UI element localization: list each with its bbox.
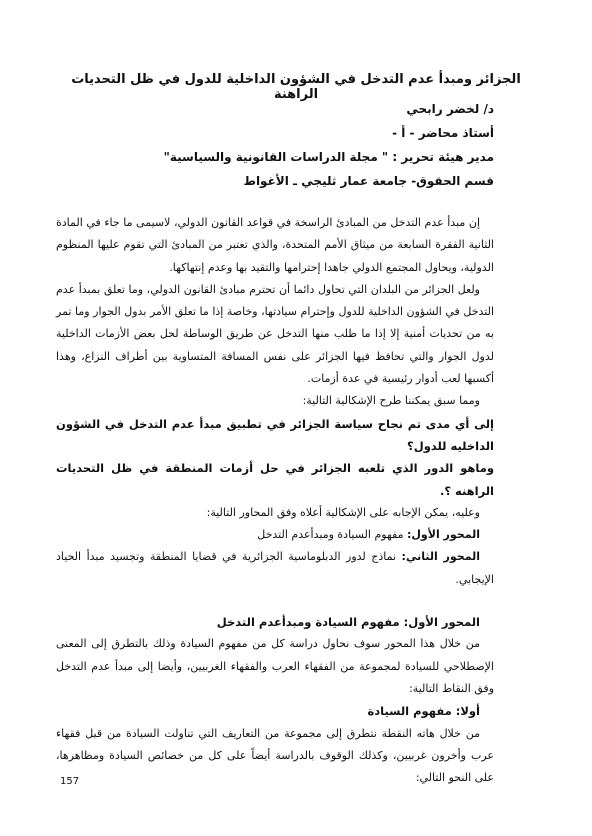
intro-paragraph-2: ولعل الجزائر من البلدان التي تحاول دائما أن تحترم مبادئ القانون الدولي، وما تعلق بمبدأ عدم التدخل في الشؤون الداخلية للدول وإحترام سيادتها، وخاصة إذا ما تعلق الأمر بدول الجوار وما تمر به من تحديات أمنية إلا إذا ما طلب منها التدخل عن طريق الوساطة لحل بعض الأزمات الداخلية لدول الجوار والتي تحافظ فيها الجزائر على نفس المسافة المتساوية بين أطراف النزاع، وهذا أكسبها لعب أدوار رئيسية في عدة أزمات.: [56, 282, 494, 386]
axis-1-text: مفهوم السيادة ومبدأعدم التدخل: [257, 528, 407, 542]
axis-1-label: المحور الأول:: [406, 528, 480, 542]
author-rank: أستاذ محاضر - أ -: [392, 126, 494, 140]
section-1-heading: المحور الأول: مفهوم السيادة ومبدأعدم التدخل: [216, 615, 480, 630]
author-affiliation: قسم الحقوق- جامعة عمار ثليجي ـ الأغواط: [243, 174, 494, 188]
paper-title: الجزائر ومبدأ عدم التدخل في الشؤون الداخلية للدول في ظل التحديات الراهنة: [71, 72, 521, 102]
intro-paragraph-1: إن مبدأ عدم التدخل من المبادئ الراسخة في قواعد القانون الدولي، لاسيمى ما جاء في المادة الثانية الفقرة السابعة من ميثاق الأمم المتحدة، والذي تعتبر من المبادئ التي تقوم عليها المنظوم الدولية، ويحاول المجتمع الدولي جاهدا إحترامها والتقيد بها وعدم إنتهاكها.: [56, 216, 494, 274]
intro-paragraph-3: ومما سبق يمكننا طرح الإشكالية التالية:: [302, 394, 480, 408]
section-1-subheading: أولا: مفهوم السيادة: [367, 704, 480, 719]
research-question-2: وماهو الدور الذي تلعبه الجزائر في حل أزمات المنطقة في ظل التحديات الراهنه ؟.: [56, 461, 494, 498]
page-number: 157: [60, 776, 80, 787]
body-text: [56, 212, 494, 789]
author-name: د/ لخضر رابحي: [406, 102, 494, 116]
research-question-1: إلى أي مدى تم نجاح سياسة الجزائر في تطبيق مبدأ عدم التدخل في الشؤون الداخليه للدول؟: [56, 416, 494, 453]
axis-1-line: [56, 524, 494, 546]
section-1-paragraph-2: من خلال هاته النقطة نتطرق إلى مجموعة من التعاريف التي تناولت السيادة من قبل فقهاء عرب وأخرون غربيين، وكذلك الوقوف بالدراسة أيضاً على كل من خصائص السيادة ومظاهرها، على النحو التالي:: [56, 726, 494, 785]
axis-2-line: [56, 546, 494, 591]
axis-2-label: المحور الثاني:: [401, 550, 480, 564]
axis-2-text: نماذج لدور الدبلوماسية الجزائرية في قضايا المنطقة وتجسيد مبدأ الحياد الإيجابي.: [56, 550, 494, 586]
author-role: مدير هيئة تحرير : " مجلة الدراسات القانونية والسياسية": [163, 150, 494, 164]
intro-paragraph-4: وعليه، يمكن الإجابه على الإشكالية أعلاه وفق المحاور التالية:: [206, 505, 480, 519]
section-1-paragraph-1: من خلال هذا المحور سوف نحاول دراسة كل من مفهوم السيادة وذلك بالتطرق إلى المعنى الإصطلاحي للسيادة لمجموعة من الفقهاء العرب والفقهاء الغربيين، وأيضا إلى مبدأ عدم التدخل وفق النقاط التالية:: [56, 637, 494, 695]
